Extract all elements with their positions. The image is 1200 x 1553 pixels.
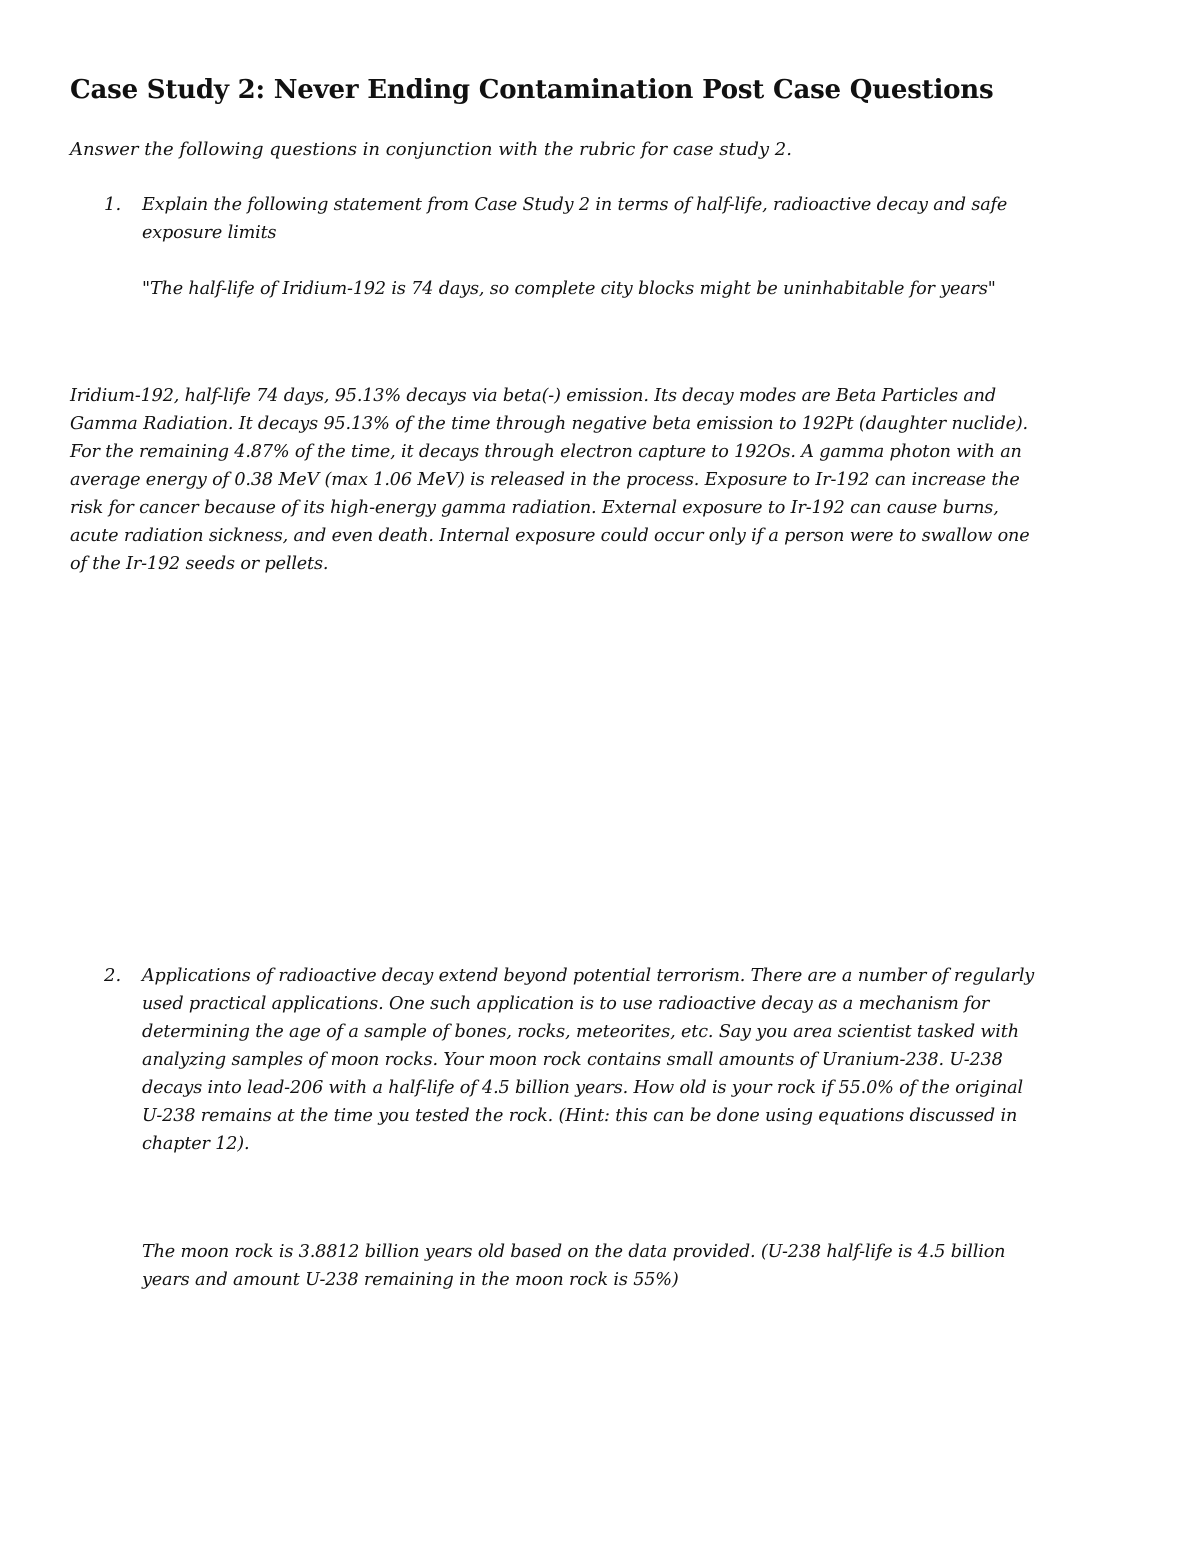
question-1-prompt-line: exposure limits — [142, 223, 277, 243]
question-2-prompt — [142, 962, 1142, 1158]
question-2-prompt-line: analyzing samples of moon rocks. Your moon rock contains small amounts of Uranium-238. U-238 — [142, 1050, 1003, 1070]
question-1-quote — [142, 275, 1142, 303]
answer-1-line: Iridium-192, half-life 74 days, 95.13% decays via beta(-) emission. Its decay modes are Beta Particles and — [70, 386, 996, 406]
page-title: Case Study 2: Never Ending Contamination Post Case Questions — [70, 75, 994, 105]
question-2-prompt-line: chapter 12). — [142, 1134, 250, 1154]
answer-1-line: of the Ir-192 seeds or pellets. — [70, 554, 329, 574]
question-1-number: 1. — [104, 194, 122, 215]
answer-1-line: For the remaining 4.87% of the time, it decays through electron capture to 192Os. A gamma photon with an — [70, 442, 1022, 462]
question-2-prompt-line: decays into lead-206 with a half-life of 4.5 billion years. How old is your rock if 55.0% of the original — [142, 1078, 1023, 1098]
answer-2-line: years and amount U-238 remaining in the moon rock is 55%) — [142, 1270, 679, 1290]
question-1-prompt — [142, 191, 1142, 247]
question-1-prompt-line: Explain the following statement from Case Study 2 in terms of half-life, radioactive decay and safe — [142, 195, 1008, 215]
question-2-prompt-line: used practical applications. One such application is to use radioactive decay as a mechanism for — [142, 994, 990, 1014]
question-2-prompt-line: determining the age of a sample of bones, rocks, meteorites, etc. Say you area scientist tasked with — [142, 1022, 1019, 1042]
question-2-prompt-line: Applications of radioactive decay extend beyond potential terrorism. There are a number of regularly — [142, 966, 1035, 986]
question-2-prompt-line: U-238 remains at the time you tested the rock. (Hint: this can be done using equations discussed in — [142, 1106, 1018, 1126]
question-2-answer — [142, 1238, 1142, 1294]
answer-1-line: average energy of 0.38 MeV (max 1.06 MeV) is released in the process. Exposure to Ir-192 can increase the — [70, 470, 1020, 490]
answer-1-line: risk for cancer because of its high-energy gamma radiation. External exposure to Ir-192 can cause burns, — [70, 498, 999, 518]
question-2-number: 2. — [104, 965, 122, 986]
intro-text: Answer the following questions in conjunction with the rubric for case study 2. — [70, 139, 792, 160]
question-1-quote-line: "The half-life of Iridium-192 is 74 days, so complete city blocks might be uninhabitable for years" — [142, 279, 996, 299]
question-1-answer — [70, 382, 1142, 578]
answer-1-line: acute radiation sickness, and even death. Internal exposure could occur only if a person were to swallow one — [70, 526, 1030, 546]
answer-2-line: The moon rock is 3.8812 billion years old based on the data provided. (U-238 half-life is 4.5 billion — [142, 1242, 1006, 1262]
answer-1-line: Gamma Radiation. It decays 95.13% of the time through negative beta emission to 192Pt (daughter nuclide). — [70, 414, 1028, 434]
